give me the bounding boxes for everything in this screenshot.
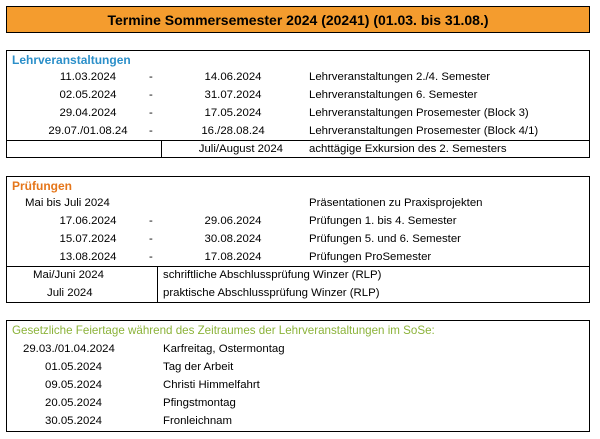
table-row [7, 69, 589, 87]
holiday-name: Karfreitag, Ostermontag [163, 343, 285, 355]
list-item [7, 413, 589, 431]
event-description: Präsentationen zu Praxisprojekten [309, 197, 483, 209]
date-from: 13.08.2024 [59, 251, 117, 263]
date-to: 16./28.08.24 [201, 125, 265, 137]
date-from: Juli 2024 [47, 287, 93, 299]
event-description: Lehrveranstaltungen 2./4. Semester [309, 71, 491, 83]
date-separator: - [149, 71, 153, 83]
event-description: Lehrveranstaltungen Prosemester (Block 4/1) [309, 125, 539, 137]
table-row [7, 249, 589, 267]
table-row [7, 87, 589, 105]
lehrveranstaltungen-heading: Lehrveranstaltungen [12, 53, 131, 67]
holiday-name: Fronleichnam [163, 415, 233, 427]
event-description: Lehrveranstaltungen 6. Semester [309, 89, 478, 101]
pruefungen-heading: Prüfungen [12, 179, 72, 193]
date-from: 02.05.2024 [59, 89, 117, 101]
date-to: 29.06.2024 [204, 215, 262, 227]
date-from: Mai bis Juli 2024 [25, 197, 110, 209]
table-row [7, 123, 589, 141]
table-row [7, 285, 589, 303]
date-separator: - [149, 233, 153, 245]
list-item [7, 395, 589, 413]
date-from: 17.06.2024 [59, 215, 117, 227]
feiertage-section [6, 320, 590, 432]
date-from: 29.07./01.08.24 [48, 125, 128, 137]
holiday-date: 09.05.2024 [45, 379, 103, 391]
table-row [7, 195, 589, 213]
date-separator: - [149, 215, 153, 227]
date-to: 14.06.2024 [204, 71, 262, 83]
date-to: 17.05.2024 [204, 107, 262, 119]
feiertage-heading: Gesetzliche Feiertage während des Zeitraumes der Lehrveranstaltungen im SoSe: [12, 324, 435, 337]
date-from: 29.04.2024 [59, 107, 117, 119]
holiday-date: 01.05.2024 [45, 361, 103, 373]
table-row [7, 213, 589, 231]
date-to: Juli/August 2024 [198, 143, 283, 155]
date-from: 11.03.2024 [59, 71, 117, 83]
holiday-name: Pfingstmontag [163, 397, 236, 409]
event-description: Lehrveranstaltungen Prosemester (Block 3) [309, 107, 529, 119]
table-row [7, 231, 589, 249]
list-item [7, 359, 589, 377]
event-description: Prüfungen 1. bis 4. Semester [309, 215, 457, 227]
event-description: Prüfungen ProSemester [309, 251, 432, 263]
event-description: achttägige Exkursion des 2. Semesters [309, 143, 507, 155]
date-to: 31.07.2024 [204, 89, 262, 101]
holiday-date: 30.05.2024 [45, 415, 103, 427]
event-description: praktische Abschlussprüfung Winzer (RLP) [163, 287, 380, 299]
date-separator: - [149, 251, 153, 263]
table-row [7, 105, 589, 123]
table-row [7, 267, 589, 285]
table-row [7, 141, 589, 159]
date-separator: - [149, 107, 153, 119]
event-description: Prüfungen 5. und 6. Semester [309, 233, 461, 245]
list-item [7, 377, 589, 395]
date-separator: - [149, 125, 153, 137]
holiday-date: 20.05.2024 [45, 397, 103, 409]
date-from: Mai/Juni 2024 [33, 269, 104, 281]
title-banner [6, 6, 590, 33]
lehrveranstaltungen-section [6, 50, 590, 158]
holiday-name: Christi Himmelfahrt [163, 379, 260, 391]
date-to: 30.08.2024 [204, 233, 262, 245]
list-item [7, 341, 589, 359]
event-description: schriftliche Abschlussprüfung Winzer (RLP) [163, 269, 382, 281]
holiday-date: 29.03./01.04.2024 [23, 343, 115, 355]
date-to: 17.08.2024 [204, 251, 262, 263]
holiday-name: Tag der Arbeit [163, 361, 234, 373]
pruefungen-section [6, 176, 590, 303]
date-separator: - [149, 89, 153, 101]
date-from: 15.07.2024 [59, 233, 117, 245]
page-title: Termine Sommersemester 2024 (20241) (01.03. bis 31.08.) [107, 12, 489, 28]
